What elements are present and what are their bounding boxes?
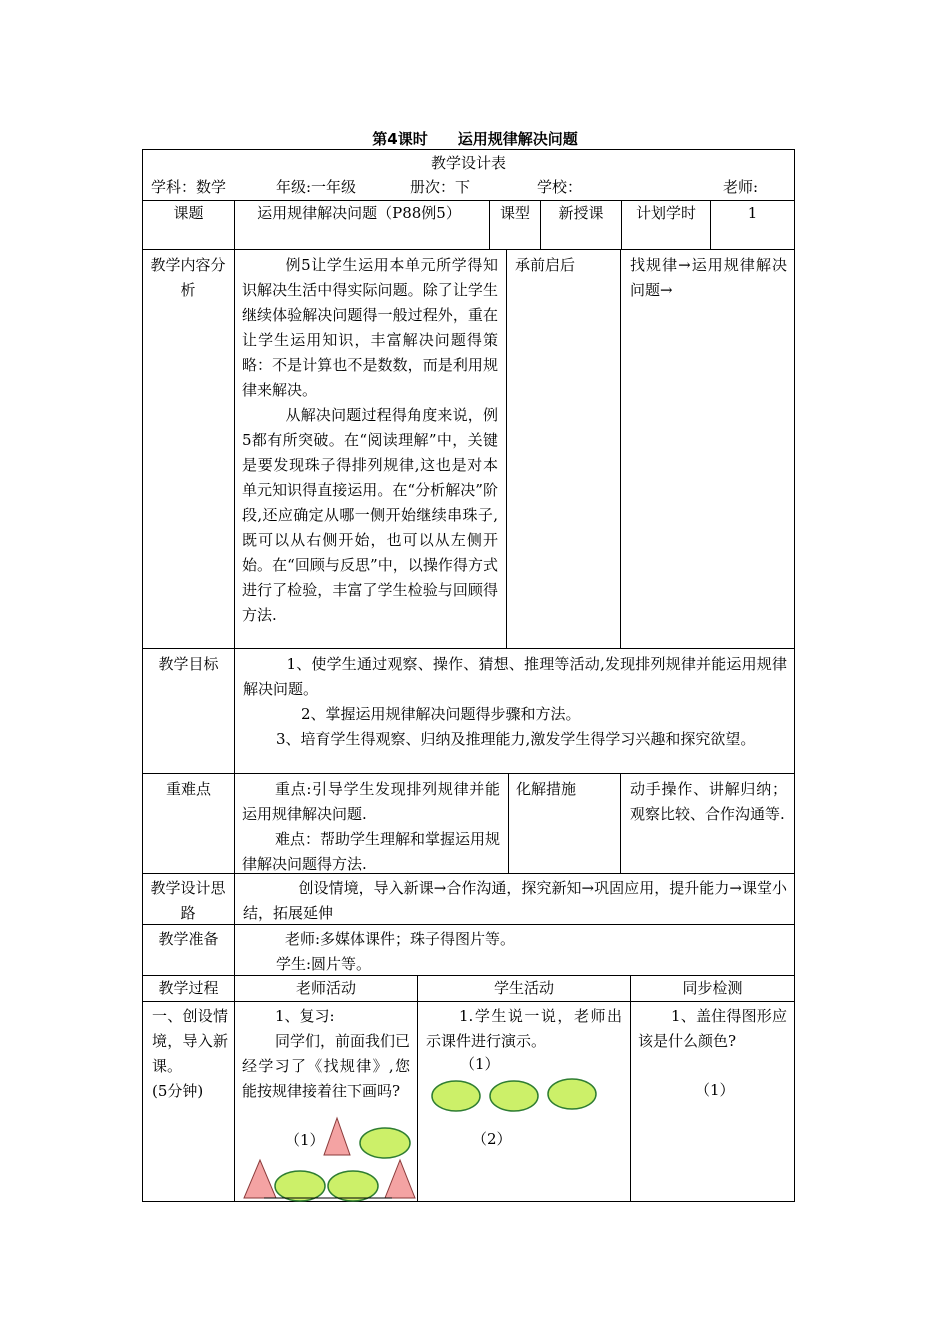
key-point: 重点:引导学生发现排列规律并能运用规律解决问题. — [242, 780, 500, 823]
planned-hours-value: 1 — [747, 204, 758, 222]
teacher-figure-label: （1） — [285, 1131, 325, 1149]
student-figure-2-label: （2） — [472, 1130, 512, 1148]
ellipse-shape — [360, 1128, 410, 1158]
col-student-activity: 学生活动 — [493, 979, 554, 997]
content-analysis-para1: 例5让学生运用本单元所学得知识解决生活中得实际问题。除了让学生继续体验解决问题得一般过程外，重在让学生运用知识，丰富解决问题得策略：不是计算也不是数数，而是利用规律来解决。 — [242, 256, 498, 399]
design-label: 教学设计思路 — [150, 879, 226, 922]
difficult-point: 难点：帮助学生理解和掌握运用规律解决问题得方法. — [242, 830, 501, 873]
ellipse-shape — [490, 1081, 538, 1111]
meta-grade: 年级:一年级 — [276, 178, 357, 196]
goals-label: 教学目标 — [158, 655, 219, 673]
meta-teacher: 老师: — [723, 178, 759, 196]
lesson-type-value: 新授课 — [558, 204, 604, 222]
key-points-label: 重难点 — [165, 780, 211, 798]
meta-volume: 册次：下 — [410, 178, 471, 196]
student-figure-1-label: （1） — [460, 1055, 500, 1073]
triangle-shape — [385, 1160, 415, 1198]
measure-label: 化解措施 — [516, 780, 577, 798]
goal-3: 3、培育学生得观察、归纳及推理能力,激发学生得学习兴趣和探究欲望。 — [276, 730, 756, 748]
topic-value: 运用规律解决问题（P88例5） — [257, 204, 461, 222]
check-figure-label: （1） — [695, 1081, 735, 1099]
ellipse-shape — [432, 1081, 480, 1111]
ellipse-shape — [275, 1171, 325, 1201]
process-label: 教学过程 — [158, 979, 219, 997]
triangle-shape — [324, 1118, 350, 1155]
content-analysis-label: 教学内容分析 — [150, 256, 226, 299]
stage-time: (5分钟) — [152, 1082, 204, 1100]
goal-2: 2、掌握运用规律解决问题得步骤和方法。 — [301, 705, 581, 723]
teacher-prompt: 同学们，前面我们已经学习了《找规律》,您能按规律接着往下画吗? — [242, 1032, 411, 1100]
teacher-review: 1、复习: — [275, 1007, 335, 1025]
student-step: 1.学生说一说，老师出示课件进行演示。 — [426, 1007, 622, 1050]
link-label: 承前启后 — [515, 256, 576, 274]
ellipse-shape — [328, 1171, 378, 1201]
meta-school: 学校： — [537, 178, 583, 196]
stage-title: 一、创设情境，导入新课。 — [152, 1007, 228, 1075]
link-value: 找规律→运用规律解决问题→ — [630, 256, 787, 299]
ellipse-shape — [548, 1079, 596, 1109]
check-question: 1、盖住得图形应该是什么颜色? — [638, 1007, 787, 1050]
prep-label: 教学准备 — [158, 930, 219, 948]
meta-subject: 学科：数学 — [151, 178, 227, 196]
design-value: 创设情境，导入新课→合作沟通，探究新知→巩固应用，提升能力→课堂小结，拓展延伸 — [243, 879, 787, 922]
prep-student: 学生:圆片等。 — [276, 955, 372, 973]
lesson-topic: 运用规律解决问题 — [457, 130, 578, 148]
triangle-shape — [244, 1160, 276, 1198]
col-sync-check: 同步检测 — [682, 979, 743, 997]
prep-teacher: 老师:多媒体课件；珠子得图片等。 — [285, 930, 516, 948]
content-analysis-para2: 从解决问题过程得角度来说，例5都有所突破。在“阅读理解”中，关键是要发现珠子得排列规律,这也是对本单元知识得直接运用。在“分析解决”阶段,还应确定从哪一侧开始继续串珠子,既可以从右侧开始，也可以从左侧开始。在“回顾与反思”中，以操作得方式进行了检验，丰富了学生检验与回顾得方法. — [242, 406, 498, 624]
goal-1: 1、使学生通过观察、操作、猜想、推理等活动,发现排列规律并能运用规律解决问题。 — [243, 655, 787, 698]
lesson-number: 第4课时 — [372, 130, 428, 148]
col-teacher-activity: 老师活动 — [295, 979, 356, 997]
measure-value: 动手操作、讲解归纳；观察比较、合作沟通等. — [630, 780, 787, 823]
planned-hours-label: 计划学时 — [635, 204, 696, 222]
table-title: 教学设计表 — [430, 154, 506, 172]
topic-label: 课题 — [173, 204, 204, 222]
lesson-type-label: 课型 — [499, 204, 530, 222]
